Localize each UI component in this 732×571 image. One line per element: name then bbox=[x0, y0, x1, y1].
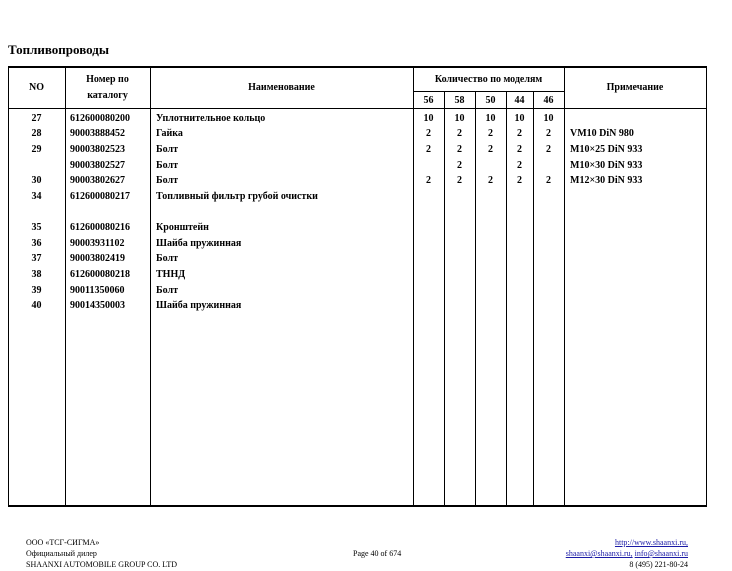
table-top-border bbox=[8, 66, 707, 68]
qty-cell: 2 bbox=[457, 144, 462, 155]
catalog-number: 612600080217 bbox=[70, 191, 130, 202]
footer-group: SHAANXI AUTOMOBILE GROUP CO. LTD bbox=[26, 560, 178, 569]
part-name: Болт bbox=[156, 253, 179, 264]
row-number: 27 bbox=[31, 113, 42, 124]
qty-cell: 2 bbox=[517, 128, 522, 139]
part-name: Болт bbox=[156, 285, 179, 296]
col-divider bbox=[706, 66, 707, 507]
row-number: 40 bbox=[31, 300, 42, 311]
qty-cell: 10 bbox=[423, 113, 434, 124]
qty-cell: 2 bbox=[488, 128, 493, 139]
header-no: NO bbox=[29, 82, 44, 93]
table-bottom-border bbox=[8, 505, 707, 507]
catalog-number: 90014350003 bbox=[70, 300, 125, 311]
catalog-number: 90003931102 bbox=[70, 238, 125, 249]
row-number: 36 bbox=[31, 238, 42, 249]
catalog-number: 612600080200 bbox=[70, 113, 130, 124]
row-number: 34 bbox=[31, 191, 42, 202]
footer-email-link[interactable]: info@shaanxi.ru bbox=[634, 549, 688, 558]
row-number: 29 bbox=[31, 144, 42, 155]
part-name: Болт bbox=[156, 175, 179, 186]
row-number: 38 bbox=[31, 269, 42, 280]
qty-cell: 2 bbox=[457, 175, 462, 186]
qty-cell: 2 bbox=[457, 160, 462, 171]
qty-cell: 2 bbox=[517, 144, 522, 155]
header-model-56: 56 bbox=[423, 95, 434, 106]
qty-cell: 2 bbox=[517, 160, 522, 171]
col-divider bbox=[150, 66, 151, 507]
part-name: Болт bbox=[156, 144, 179, 155]
qty-header-divider bbox=[413, 91, 564, 92]
header-name: Наименование bbox=[248, 82, 315, 93]
footer-page-number: Page 40 of 674 bbox=[353, 549, 402, 558]
part-name: Шайба пружинная bbox=[156, 238, 242, 249]
qty-cell: 2 bbox=[426, 175, 431, 186]
header-model-44: 44 bbox=[514, 95, 525, 106]
qty-cell: 2 bbox=[546, 144, 551, 155]
footer-phone: 8 (495) 221-80-24 bbox=[629, 560, 688, 569]
header-model-58: 58 bbox=[454, 95, 465, 106]
footer-website-link[interactable]: http://www.shaanxi.ru, bbox=[614, 538, 688, 547]
qty-cell: 2 bbox=[488, 144, 493, 155]
qty-cell: 10 bbox=[485, 113, 496, 124]
header-model-50: 50 bbox=[485, 95, 496, 106]
note-cell: VM10 DiN 980 bbox=[570, 128, 634, 139]
qty-cell: 2 bbox=[488, 175, 493, 186]
row-number: 39 bbox=[31, 285, 42, 296]
header-note: Примечание bbox=[606, 82, 664, 93]
header-catalog-line1: Номер по bbox=[86, 74, 129, 85]
footer-emails bbox=[566, 548, 688, 559]
catalog-number: 90003802527 bbox=[70, 160, 125, 171]
qty-cell: 2 bbox=[546, 175, 551, 186]
header-model-46: 46 bbox=[543, 95, 554, 106]
part-name: ТННД bbox=[156, 269, 186, 280]
row-number: 37 bbox=[31, 253, 42, 264]
qty-cell: 10 bbox=[454, 113, 465, 124]
catalog-number: 612600080216 bbox=[70, 222, 130, 233]
row-number: 28 bbox=[31, 128, 42, 139]
footer-email-link[interactable]: shaanxi@shaanxi.ru, bbox=[565, 549, 633, 558]
part-name: Топливный фильтр грубой очистки bbox=[156, 191, 318, 202]
qty-cell: 2 bbox=[426, 128, 431, 139]
col-divider bbox=[564, 66, 565, 507]
note-cell: M12×30 DiN 933 bbox=[570, 175, 643, 186]
row-number: 30 bbox=[31, 175, 42, 186]
part-name: Кронштейн bbox=[156, 222, 209, 233]
part-name: Гайка bbox=[156, 128, 183, 139]
catalog-number: 90003802419 bbox=[70, 253, 125, 264]
catalog-number: 90003802523 bbox=[70, 144, 125, 155]
row-number: 35 bbox=[31, 222, 42, 233]
header-qty: Количество по моделям bbox=[434, 74, 543, 85]
header-catalog-line2: каталогу bbox=[87, 90, 128, 101]
qty-cell: 2 bbox=[457, 128, 462, 139]
qty-cell: 2 bbox=[517, 175, 522, 186]
catalog-number: 90011350060 bbox=[70, 285, 125, 296]
header-bottom-border bbox=[8, 108, 707, 109]
catalog-number: 612600080218 bbox=[70, 269, 130, 280]
note-cell: M10×30 DiN 933 bbox=[570, 160, 643, 171]
col-divider bbox=[65, 66, 66, 507]
qty-cell: 2 bbox=[426, 144, 431, 155]
page-title: Топливопроводы bbox=[8, 42, 109, 57]
part-name: Шайба пружинная bbox=[156, 300, 242, 311]
note-cell: M10×25 DiN 933 bbox=[570, 144, 643, 155]
qty-cell: 10 bbox=[543, 113, 554, 124]
qty-cell: 10 bbox=[514, 113, 525, 124]
part-name: Болт bbox=[156, 160, 179, 171]
footer-dealer: Официальный дилер bbox=[26, 549, 97, 558]
footer-company: ООО «ТСГ-СИГМА» bbox=[26, 538, 100, 547]
catalog-number: 90003802627 bbox=[70, 175, 125, 186]
catalog-number: 90003888452 bbox=[70, 128, 125, 139]
part-name: Уплотнительное кольцо bbox=[156, 113, 266, 124]
qty-cell: 2 bbox=[546, 128, 551, 139]
